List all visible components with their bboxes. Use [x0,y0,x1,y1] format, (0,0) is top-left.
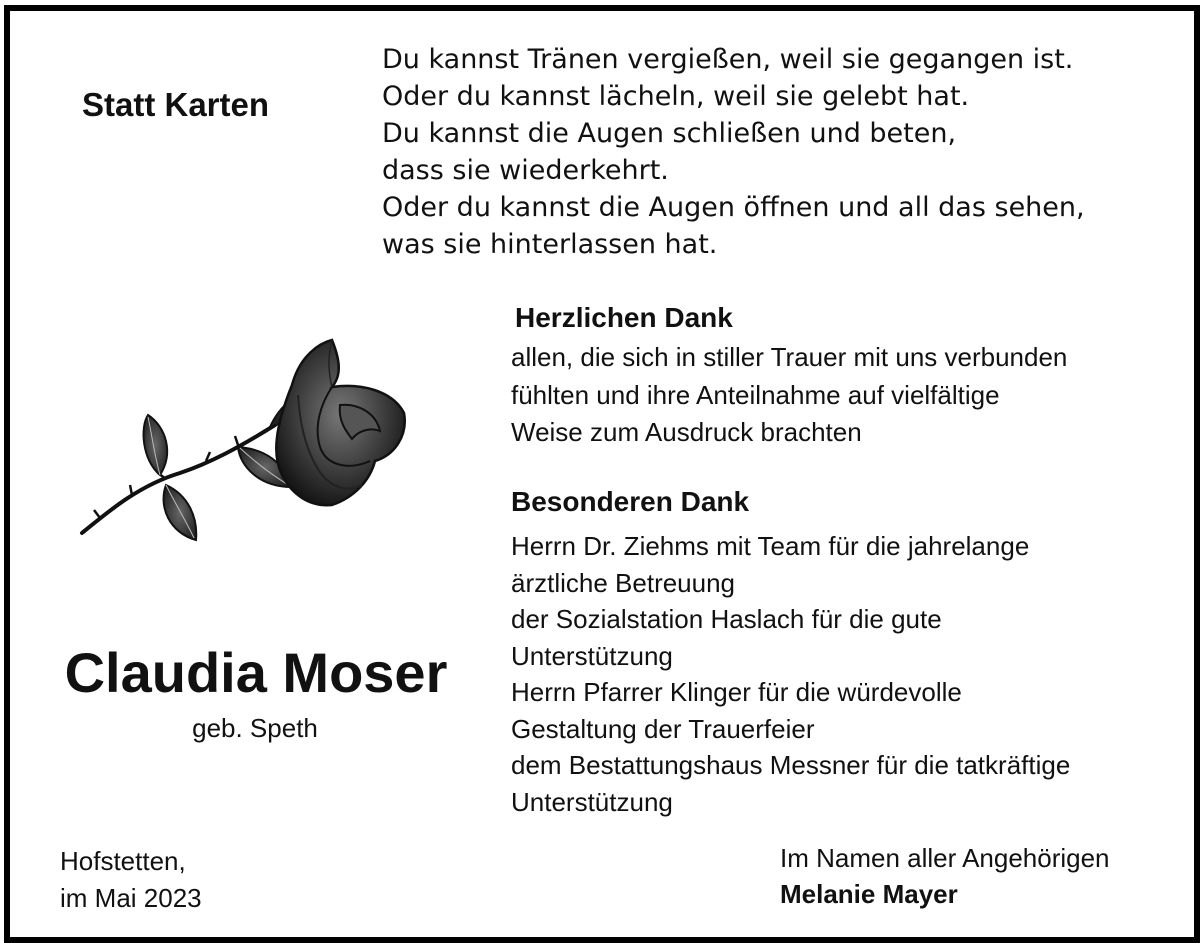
special-thanks-line: Herrn Dr. Ziehms mit Team für die jahrelange [511,531,1030,561]
special-thanks-line: dem Bestattungshaus Messner für die tatkräftige [511,750,1071,780]
special-thanks-line: Unterstützung [511,786,673,817]
special-thanks-text [511,528,1070,820]
poem-line: Du kannst die Augen schließen und beten, [382,118,957,149]
signature-intro: Im Namen aller Angehörigen [780,843,1110,873]
special-thanks-line: der Sozialstation Haslach für die gute [511,604,942,634]
poem-line: dass sie wiederkehrt. [382,155,669,186]
poem-line: Oder du kannst lächeln, weil sie gelebt hat. [382,81,970,112]
signature-name: Melanie Mayer [780,879,958,909]
poem [382,41,1085,263]
special-thanks-line: Gestaltung der Trauerfeier [511,713,815,744]
place: Hofstetten, [60,846,186,876]
date: im Mai 2023 [60,883,202,913]
signature [780,840,1110,912]
special-thanks-line: Unterstützung [511,640,673,671]
statt-karten-label: Statt Karten [82,86,270,123]
special-thanks-line: ärztliche Betreuung [511,567,736,598]
thanks-line: allen, die sich in stiller Trauer mit uns verbunden [511,342,1068,372]
special-thanks-line: Herrn Pfarrer Klinger für die würdevolle [511,677,962,707]
place-date [60,843,202,917]
birth-name: geb. Speth [192,713,318,743]
poem-line: Oder du kannst die Augen öffnen und all das sehen, [382,192,1085,223]
special-thanks-heading: Besonderen Dank [511,486,750,517]
thanks-heading: Herzlichen Dank [515,302,733,333]
deceased-name: Claudia Moser [64,641,448,704]
poem-line: Du kannst Tränen vergießen, weil sie gegangen ist. [382,44,1074,75]
thanks-line: fühlten und ihre Anteilnahme auf vielfältige [511,379,1000,410]
thanks-line: Weise zum Ausdruck brachten [511,417,862,447]
rose-icon [70,335,420,550]
poem-line: was sie hinterlassen hat. [382,229,718,260]
thanks-text [511,339,1067,452]
